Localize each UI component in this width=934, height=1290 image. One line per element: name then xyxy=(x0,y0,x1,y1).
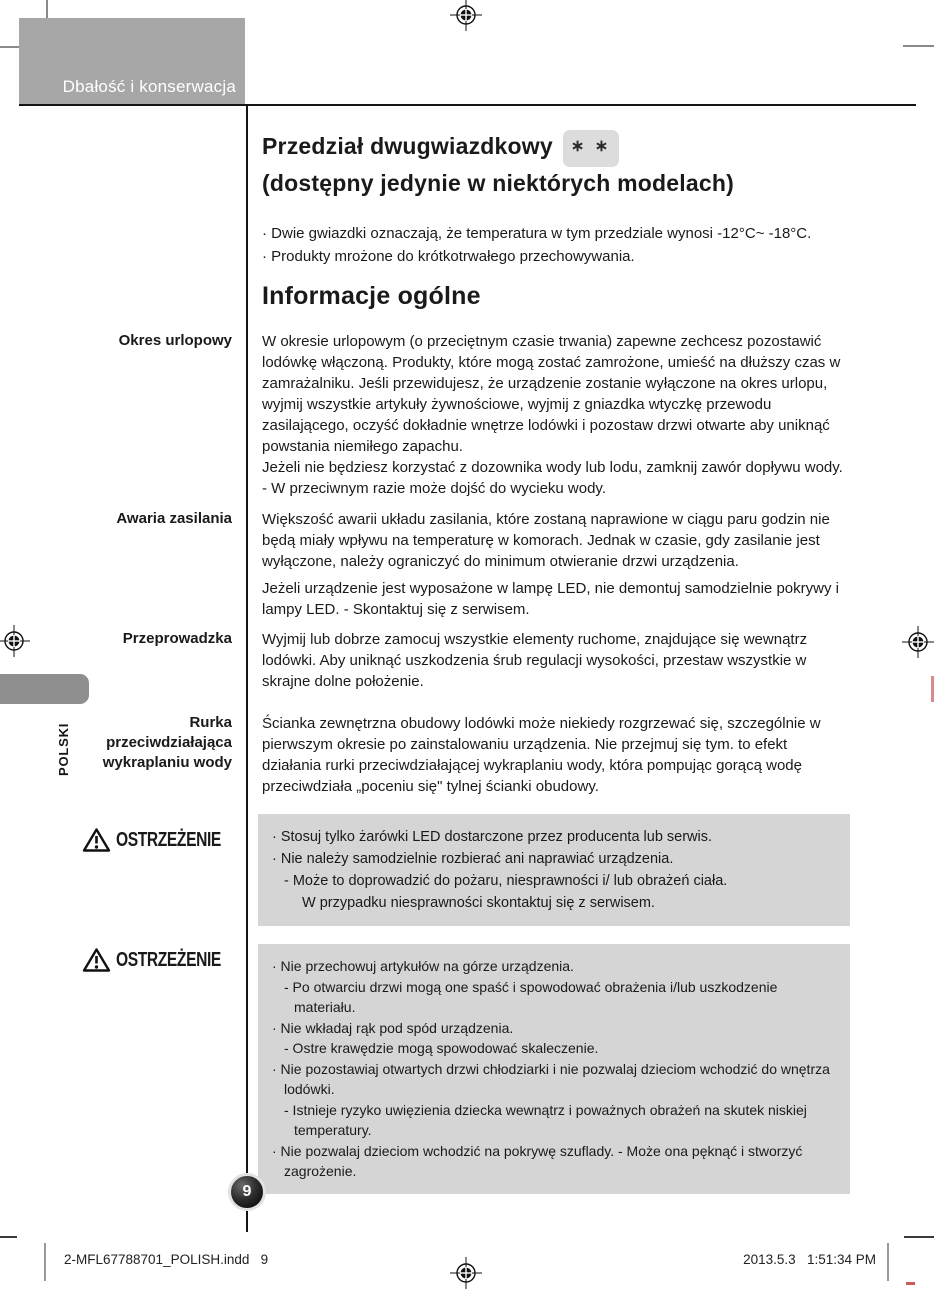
registration-mark-icon xyxy=(901,625,934,659)
section-paragraph: W okresie urlopowym (o przeciętnym czasie trwania) zapewne zechcesz pozostawić lodówkę włączoną. Produkty, które mogą zostać zamrożone, umieść na dłuższy czas w zamrażalniku. Jeśli przewidujesz, że urządzenie zostanie wyłączone na okres urlopu, wyjmij wszystkie artykuły żywnościowe, wyjmij z gniazdka wtyczkę przewodu zasilającego, oczyść dokładnie wnętrze lodówki i pozostaw drzwi otwarte aby uniknąć powstania niemiłego zapachu. xyxy=(262,333,841,455)
section-paragraph: Jeżeli urządzenie jest wyposażone w lampę LED, nie demontuj samodzielnie pokrywy i lampy LED. - Skontaktuj się z serwisem. xyxy=(262,580,839,618)
footer-filename: 2-MFL67788701_POLISH.indd 9 xyxy=(64,1252,269,1267)
section-awaria-zasilania xyxy=(60,509,860,620)
registration-mark-icon xyxy=(449,0,483,32)
page-title-line1: Przedział dwugwiazdkowy xyxy=(262,133,553,159)
section-heading: Informacje ogólne xyxy=(262,282,481,310)
section-label: Awaria zasilania xyxy=(116,510,232,527)
warning-word: OSTRZEŻENIE xyxy=(116,948,221,971)
warning-line: - Istnieje ryzyko uwięzienia dziecka wewnątrz i poważnych obrażeń na skutek niskiej temperatury. xyxy=(284,1101,807,1138)
page-number-badge xyxy=(228,1173,266,1211)
footer-trim-bar xyxy=(44,1243,46,1281)
warning-line: - Po otwarciu drzwi mogą one spaść i spowodować obrażenia i/lub uszkodzenie materiału. xyxy=(284,978,778,1015)
chapter-header-tab xyxy=(19,18,245,104)
warning-word: OSTRZEŻENIE xyxy=(116,828,221,851)
warning-line: · Stosuj tylko żarówki LED dostarczone przez producenta lub serwis. xyxy=(272,829,713,845)
section-label: Rurka przeciwdziałająca wykraplaniu wody xyxy=(102,714,232,771)
crop-mark xyxy=(903,45,934,47)
intro-bullet: · Dwie gwiazdki oznaczają, że temperatura w tym przedziale wynosi -12°C~ -18°C. xyxy=(262,225,812,242)
warning-label xyxy=(82,947,246,973)
page-title xyxy=(262,130,882,200)
header-rule xyxy=(19,104,916,106)
warning-box xyxy=(258,814,850,926)
crop-mark xyxy=(0,46,19,48)
page-title-line2: (dostępny jedynie w niektórych modelach) xyxy=(262,170,734,196)
warning-triangle-icon xyxy=(82,827,111,853)
crop-mark xyxy=(0,1236,17,1238)
section-przeprowadzka xyxy=(60,629,860,692)
intro-bullet: · Produkty mrożone do krótkotrwałego przechowywania. xyxy=(262,248,635,265)
registration-mark-icon xyxy=(449,1256,483,1290)
warning-line: · Nie wkładaj rąk pod spód urządzenia. xyxy=(272,1019,514,1036)
warning-line: · Nie pozwalaj dzieciom wchodzić na pokrywę szuflady. - Może ona pęknąć i stworzyć zagrożenie. xyxy=(272,1142,803,1179)
language-label: POLSKI xyxy=(56,722,71,776)
footer-timestamp: 2013.5.3 1:51:34 PM xyxy=(743,1252,876,1267)
chapter-title: Dbałość i konserwacja xyxy=(62,77,236,96)
warning-box xyxy=(258,944,850,1194)
print-color-mark xyxy=(906,1282,915,1285)
page-number: 9 xyxy=(242,1183,252,1200)
crop-mark xyxy=(46,0,48,18)
warning-line: W przypadku niesprawności skontaktuj się z serwisem. xyxy=(302,895,655,911)
section-rurka xyxy=(60,713,860,797)
section-paragraph: Ścianka zewnętrzna obudowy lodówki może niekiedy rozgrzewać się, szczególnie w pierwszym okresie po zainstalowaniu urządzenia. Nie przejmuj się tym. to efekt działania rurki przeciwdziałającej wykraplaniu wody, która pompując gorącą wodę przeciwdziała „poceniu się" tylnej ścianki obudowy. xyxy=(262,715,821,795)
registration-mark-icon xyxy=(0,624,31,658)
warning-line: · Nie przechowuj artykułów na górze urządzenia. xyxy=(272,958,574,974)
warning-triangle-icon xyxy=(82,947,111,973)
section-okres-urlopowy xyxy=(60,331,860,499)
warning-label xyxy=(82,827,246,853)
warning-line: - Ostre krawędzie mogą spowodować skaleczenie. xyxy=(284,1040,599,1056)
warning-line: · Nie należy samodzielnie rozbierać ani naprawiać urządzenia. xyxy=(272,851,674,867)
section-paragraph: Jeżeli nie będziesz korzystać z dozownika wody lub lodu, zamknij zawór dopływu wody. xyxy=(262,459,843,476)
warning-line: · Nie pozostawiaj otwartych drzwi chłodziarki i nie pozwalaj dzieciom wchodzić do wnętrza lodówki. xyxy=(272,1060,830,1097)
section-label: Okres urlopowy xyxy=(118,332,232,349)
section-paragraph: Większość awarii układu zasilania, które zostaną naprawione w ciągu paru godzin nie będą miały wpływu na temperaturę w komorach. Jednak w czasie, gdy zasilanie jest wyłączone, należy ograniczyć do minimum otwieranie drzwi urządzenia. xyxy=(262,511,830,570)
section-label: Przeprowadzka xyxy=(122,630,232,647)
crop-mark xyxy=(904,1236,934,1238)
intro-bullet-list xyxy=(262,222,862,268)
two-star-badge: ∗ ∗ xyxy=(563,130,619,167)
language-tab-marker xyxy=(0,674,89,704)
section-paragraph: - W przeciwnym razie może dojść do wycieku wody. xyxy=(262,480,606,497)
section-paragraph: Wyjmij lub dobrze zamocuj wszystkie elementy ruchome, znajdujące się wewnątrz lodówki. Aby uniknąć uszkodzenia śrub regulacji wysokości, przestaw wszystkie w skrajne dolne położenie. xyxy=(262,631,808,690)
footer-trim-bar xyxy=(887,1243,889,1281)
warning-line: - Może to doprowadzić do pożaru, niesprawności i/ lub obrażeń ciała. xyxy=(284,873,728,889)
